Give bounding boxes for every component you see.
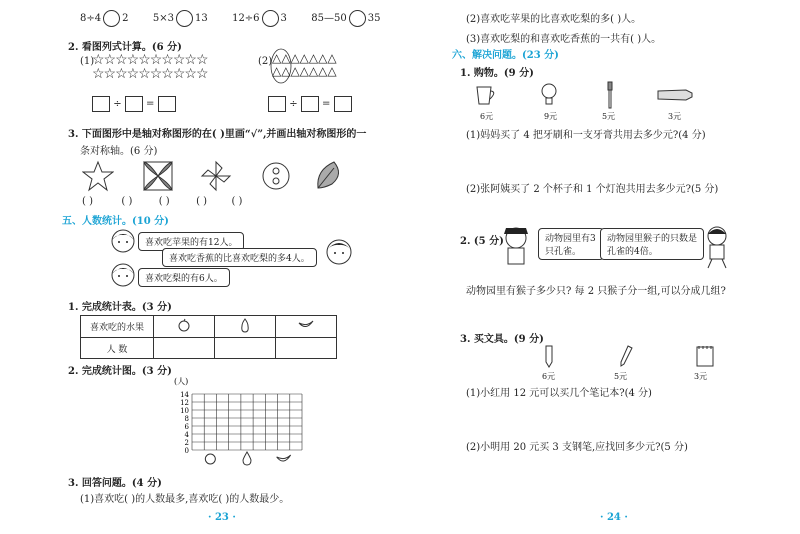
chart-y-tick: 12 <box>180 399 189 407</box>
buy-q2: (2)张阿姨买了 2 个杯子和 1 个灯泡共用去多少元?(5 分) <box>466 184 719 195</box>
problem-2-title: 2. (5 分) <box>460 236 504 247</box>
page-number-left: · 23 · <box>208 512 236 523</box>
answer-paren[interactable]: ( ) <box>158 196 170 207</box>
buy-title: 1. 购物。(9 分) <box>460 68 534 79</box>
chart-y-unit: (人) <box>174 377 189 386</box>
table-input-apple[interactable] <box>154 338 215 359</box>
answer-paren[interactable]: ( ) <box>121 196 133 207</box>
toothbrush-icon <box>604 80 616 110</box>
leaf-shape-icon <box>314 158 348 192</box>
banana-icon <box>297 319 315 331</box>
q2-label-b: (2) <box>258 56 273 67</box>
face-shape-icon <box>260 160 292 192</box>
problem-3-title: 3. 买文具。(9 分) <box>460 334 544 345</box>
pencil-icon <box>542 344 556 368</box>
banana-icon <box>277 455 291 461</box>
inequality-row: 8÷4 2 5×3 13 12÷6 3 85—50 35 <box>80 10 380 27</box>
section-6-title: 六、解决问题。(23 分) <box>452 50 559 61</box>
pear-icon <box>243 452 251 465</box>
speech-bubble-apple: 喜欢吃苹果的有12人。 <box>138 232 244 251</box>
table-input-pear[interactable] <box>215 338 276 359</box>
task-3-q1: (1)喜欢吃( )的人数最多,喜欢吃( )的人数最少。 <box>80 494 290 505</box>
table-cell-apple <box>154 316 215 338</box>
grouping-oval <box>270 48 292 84</box>
chart-y-tick: 14 <box>180 391 189 399</box>
q2-answer-b: ÷ = <box>268 96 352 112</box>
answer-box[interactable] <box>125 96 143 112</box>
chart-y-tick: 4 <box>184 431 189 439</box>
cup-icon <box>474 84 498 106</box>
chart-y-tick: 2 <box>184 439 189 447</box>
answer-box[interactable] <box>268 96 286 112</box>
table-cell-pear <box>215 316 276 338</box>
boy-with-cap-icon <box>498 224 534 268</box>
q2-answer-a: ÷ = <box>92 96 176 112</box>
problem-2-question: 动物园里有猴子多少只? 每 2 只猴子分一组,可以分成几组? <box>466 286 726 297</box>
notebook-icon <box>694 344 716 368</box>
triangle-group: △△△△△△△ △△△△△△△ <box>272 51 337 78</box>
boy-running-icon <box>700 224 734 270</box>
star-shape-icon <box>82 160 114 192</box>
task-1-title: 1. 完成统计表。(3 分) <box>68 302 172 313</box>
chart-y-tick: 0 <box>184 447 189 455</box>
price-toothpaste: 3元 <box>668 112 682 121</box>
speech-bubble-monkey: 动物园里猴子的只数是孔雀的4倍。 <box>600 228 704 260</box>
speech-bubble-pear: 喜欢吃梨的有6人。 <box>138 268 230 287</box>
speech-bubble-banana: 喜欢吃香蕉的比喜欢吃梨的多4人。 <box>162 248 317 267</box>
toothpaste-icon <box>656 88 696 102</box>
answer-paren[interactable]: ( ) <box>196 196 208 207</box>
table-cell-banana <box>276 316 337 338</box>
q2-title: 2. 看图列式计算。(6 分) <box>68 42 182 53</box>
answer-box[interactable] <box>158 96 176 112</box>
price-cup: 6元 <box>480 112 494 121</box>
table-row-label: 人 数 <box>81 338 154 359</box>
right-q3: (3)喜欢吃梨的和喜欢吃香蕉的一共有( )人。 <box>466 34 662 45</box>
page-number-right: · 24 · <box>600 512 628 523</box>
answer-paren[interactable]: ( ) <box>82 196 93 207</box>
chart-y-tick: 8 <box>184 415 189 423</box>
answer-circle[interactable] <box>262 10 279 27</box>
answer-box[interactable] <box>92 96 110 112</box>
chart-y-tick: 10 <box>180 407 189 415</box>
star-group: ☆☆☆☆☆☆☆☆☆☆ ☆☆☆☆☆☆☆☆☆☆ <box>92 52 208 82</box>
price-bulb: 9元 <box>544 112 558 121</box>
section-5-title: 五、人数统计。(10 分) <box>62 216 169 227</box>
girl2-avatar-icon <box>110 262 136 288</box>
answer-circle[interactable] <box>103 10 120 27</box>
q3-title-2: 条对称轴。(6 分) <box>80 146 158 157</box>
answer-box[interactable] <box>301 96 319 112</box>
buy-q1: (1)妈妈买了 4 把牙刷和一支牙膏共用去多少元?(4 分) <box>466 130 706 141</box>
answer-circle[interactable] <box>176 10 193 27</box>
answer-circle[interactable] <box>349 10 366 27</box>
apple-icon <box>205 454 215 464</box>
chart-y-tick: 6 <box>184 423 189 431</box>
boy-avatar-icon <box>324 236 354 266</box>
pinwheel-shape-icon <box>200 160 232 192</box>
q3-parens <box>82 196 242 207</box>
price-notebook: 3元 <box>694 372 708 381</box>
stat-table <box>80 315 337 359</box>
task-2-title: 2. 完成统计图。(3 分) <box>68 366 172 377</box>
table-input-banana[interactable] <box>276 338 337 359</box>
q3-title: 3. 下面图形中是轴对称图形的在( )里画“√”,并画出轴对称图形的一 <box>68 129 367 140</box>
q2-label-a: (1) <box>80 56 95 67</box>
flower-shape-icon <box>142 160 174 192</box>
price-pen: 5元 <box>614 372 628 381</box>
price-pencil: 6元 <box>542 372 556 381</box>
right-q2: (2)喜欢吃苹果的比喜欢吃梨的多( )人。 <box>466 14 642 25</box>
apple-icon <box>177 318 191 332</box>
bar-chart-grid[interactable] <box>170 376 310 472</box>
stationery-q2: (2)小明用 20 元买 3 支钢笔,应找回多少元?(5 分) <box>466 442 688 453</box>
pear-icon <box>238 317 252 333</box>
girl-avatar-icon <box>110 228 136 254</box>
lightbulb-icon <box>540 82 558 108</box>
answer-box[interactable] <box>334 96 352 112</box>
table-head-fruit: 喜欢吃的水果 <box>81 316 154 338</box>
price-toothbrush: 5元 <box>602 112 616 121</box>
stationery-q1: (1)小红用 12 元可以买几个笔记本?(4 分) <box>466 388 652 399</box>
answer-paren[interactable]: ( ) <box>231 196 243 207</box>
task-3-title: 3. 回答问题。(4 分) <box>68 478 162 489</box>
speech-bubble-peacock: 动物园里有3只孔雀。 <box>538 228 604 260</box>
pen-icon <box>618 344 634 368</box>
